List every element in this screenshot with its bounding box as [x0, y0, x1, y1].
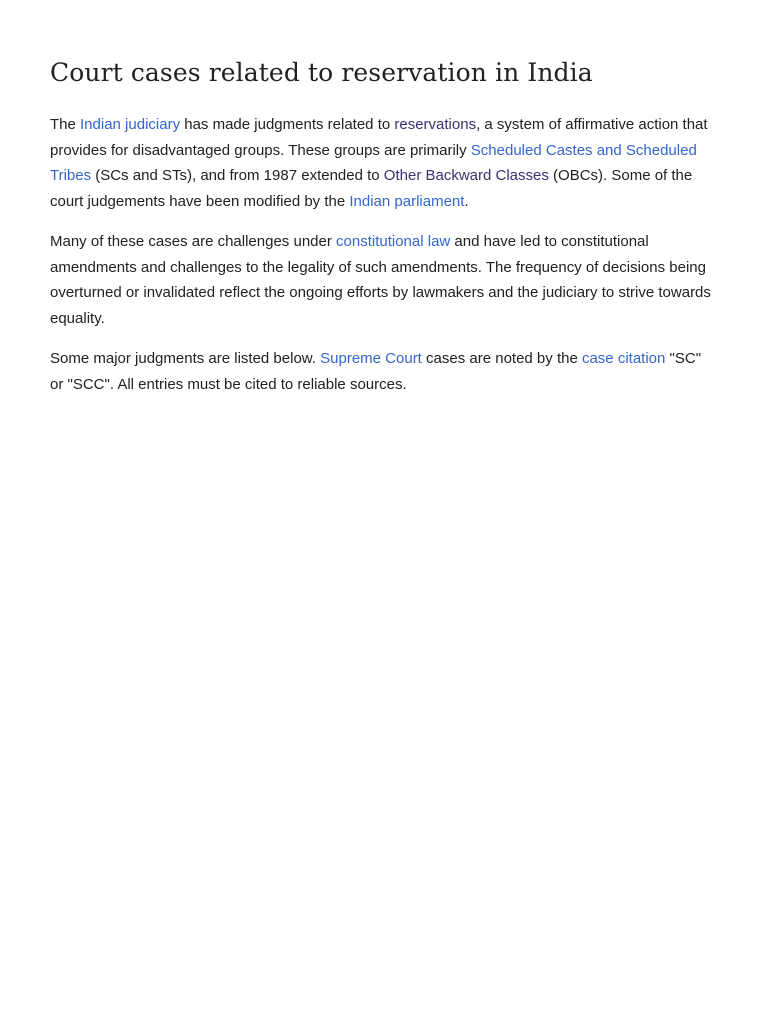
intro-text-6: . — [464, 192, 469, 210]
link-constitutional-law[interactable]: constitutional law — [336, 233, 451, 250]
link-case-citation[interactable]: case citation — [581, 350, 666, 367]
intro-text-3: , a system of affirmative action that provides for disadvantaged groups. These groups are primarily — [50, 116, 708, 159]
cases-text-1: Many of these cases are challenges under — [50, 233, 337, 250]
intro-text-2: has made judgments related to — [180, 116, 395, 133]
page-title: Court cases related to reservation in India — [50, 58, 593, 87]
cases-text-2: and have led to constitutional amendments and challenges to the legality of such amendments. The frequency of decisions being overturned or invalidated reflect the ongoing efforts by lawmakers and the judiciary to strive towards equality. — [50, 233, 711, 327]
intro-text-1: The — [50, 116, 81, 133]
intro-text-4: (SCs and STs), and from 1987 extended to — [91, 167, 384, 184]
intro-paragraph — [50, 112, 718, 214]
link-reservations[interactable]: reservations — [394, 116, 477, 133]
link-indian-judiciary[interactable]: Indian judiciary — [80, 116, 181, 133]
cases-paragraph — [50, 229, 718, 331]
link-scheduled-castes-and-tribes[interactable]: Scheduled Castes and Scheduled Tribes — [50, 141, 697, 184]
judgments-text-1: Some major judgments are listed below. — [50, 350, 321, 367]
link-supreme-court[interactable]: Supreme Court — [320, 350, 422, 367]
intro-text-5: (OBCs). Some of the court judgements have been modified by the — [50, 167, 693, 210]
judgments-paragraph — [50, 346, 718, 397]
link-indian-parliament[interactable]: Indian parliament — [349, 192, 465, 210]
judgments-text-2: cases are noted by the — [421, 350, 582, 367]
judgments-text-3: "SC" or "SCC". All entries must be cited to reliable sources. — [50, 350, 702, 393]
link-other-backward-classes[interactable]: Other Backward Classes — [383, 167, 549, 184]
